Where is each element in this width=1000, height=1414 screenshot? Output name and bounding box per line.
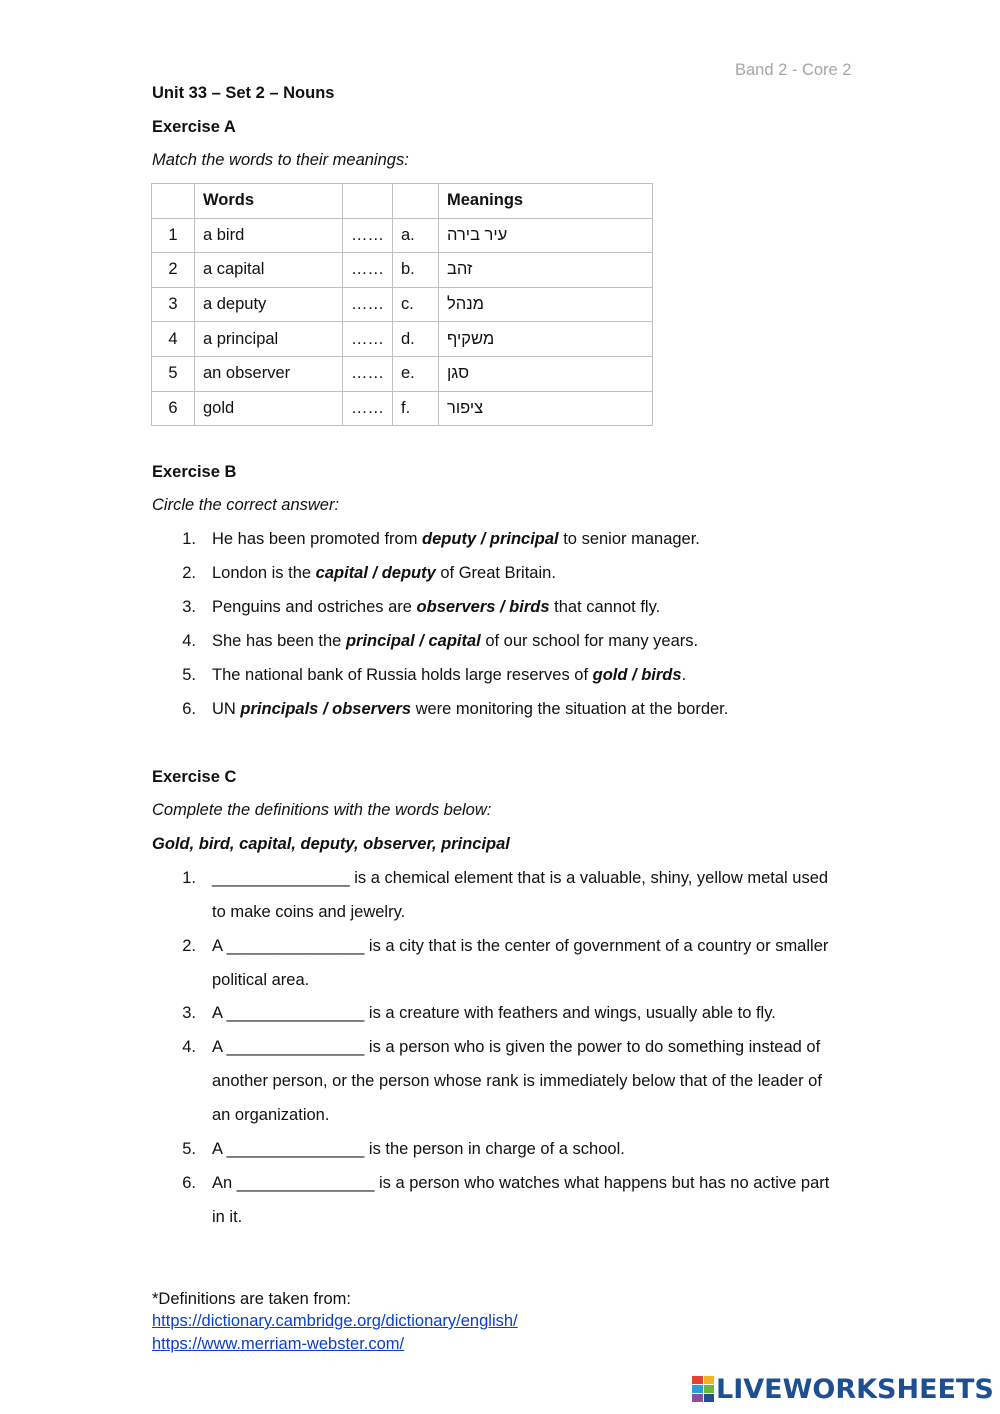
header-num-cell <box>152 184 195 219</box>
row-meaning <box>439 391 653 426</box>
answer-blank[interactable]: …… <box>343 391 393 426</box>
table-row <box>152 356 653 391</box>
meaning-text: משקיף <box>447 329 495 348</box>
row-meaning <box>439 287 653 322</box>
answer-blank[interactable]: …… <box>343 218 393 253</box>
exercise-b-instruction: Circle the correct answer: <box>152 496 340 514</box>
footnote: *Definitions are taken from: <box>152 1290 352 1308</box>
row-letter: c. <box>393 287 439 322</box>
word-bank: Gold, bird, capital, deputy, observer, principal <box>152 835 510 853</box>
meaning-text: מנהל <box>447 295 484 314</box>
item-number: 4. <box>182 1038 196 1056</box>
item-line: political area. <box>212 971 310 989</box>
item-text <box>212 666 686 685</box>
item-number: 3. <box>182 598 196 616</box>
answer-blank[interactable]: …… <box>343 253 393 288</box>
answer-blank[interactable]: …… <box>343 287 393 322</box>
exercise-c-title: Exercise C <box>152 768 237 786</box>
row-number: 6 <box>152 391 195 426</box>
row-meaning <box>439 322 653 357</box>
answer-choice[interactable]: principals / observers <box>240 700 411 718</box>
item-number: 6. <box>182 1174 196 1192</box>
item-number: 1. <box>182 530 196 548</box>
item-line[interactable]: A _______________ is the person in charge of a school. <box>212 1140 625 1158</box>
item-number: 2. <box>182 937 196 955</box>
item-post: that cannot fly. <box>549 598 661 616</box>
row-letter: b. <box>393 253 439 288</box>
answer-choice[interactable]: deputy / principal <box>422 530 559 548</box>
merriam-link-wrap <box>152 1335 404 1354</box>
table-header-row <box>152 184 653 219</box>
item-line: an organization. <box>212 1106 330 1124</box>
row-word: an observer <box>195 356 343 391</box>
item-number: 2. <box>182 564 196 582</box>
item-post: of our school for many years. <box>480 632 699 650</box>
row-number: 3 <box>152 287 195 322</box>
row-word: a principal <box>195 322 343 357</box>
item-line[interactable]: A _______________ is a city that is the center of government of a country or smaller <box>212 937 829 955</box>
item-text <box>212 530 700 549</box>
cambridge-link[interactable]: https://dictionary.cambridge.org/dictionary/english/ <box>152 1312 518 1330</box>
item-line[interactable]: An _______________ is a person who watches what happens but has no active part <box>212 1174 830 1192</box>
item-pre: London is the <box>212 564 316 582</box>
item-pre: He has been promoted from <box>212 530 423 548</box>
row-number: 1 <box>152 218 195 253</box>
row-word: a deputy <box>195 287 343 322</box>
item-post: were monitoring the situation at the border. <box>411 700 729 718</box>
item-line: in it. <box>212 1208 243 1226</box>
row-word: a bird <box>195 218 343 253</box>
row-word: gold <box>195 391 343 426</box>
item-number: 3. <box>182 1004 196 1022</box>
table-row <box>152 391 653 426</box>
exercise-b-title: Exercise B <box>152 463 237 481</box>
item-line: to make coins and jewelry. <box>212 903 406 921</box>
answer-blank[interactable]: …… <box>343 356 393 391</box>
row-letter: a. <box>393 218 439 253</box>
table-row <box>152 253 653 288</box>
row-number: 2 <box>152 253 195 288</box>
exercise-a-instruction: Match the words to their meanings: <box>152 151 409 169</box>
exercise-c-instruction: Complete the definitions with the words below: <box>152 801 492 819</box>
meaning-text: ציפור <box>447 398 484 417</box>
item-number: 4. <box>182 632 196 650</box>
logo-text: LIVEWORKSHEETS <box>716 1373 994 1405</box>
row-word: a capital <box>195 253 343 288</box>
item-pre: The national bank of Russia holds large reserves of <box>212 666 593 684</box>
cambridge-link-wrap <box>152 1312 518 1331</box>
merriam-link[interactable]: https://www.merriam-webster.com/ <box>152 1335 405 1353</box>
table-row <box>152 218 653 253</box>
answer-choice[interactable]: observers / birds <box>416 598 550 616</box>
row-meaning <box>439 356 653 391</box>
item-text <box>212 700 728 719</box>
header-letter-cell <box>393 184 439 219</box>
item-line: another person, or the person whose rank is immediately below that of the leader of <box>212 1072 822 1090</box>
matching-table <box>151 183 653 426</box>
unit-title: Unit 33 – Set 2 – Nouns <box>152 84 335 102</box>
header-dots-cell <box>343 184 393 219</box>
answer-choice[interactable]: principal / capital <box>345 632 481 650</box>
header-meanings: Meanings <box>439 184 653 219</box>
row-meaning <box>439 253 653 288</box>
item-number: 6. <box>182 700 196 718</box>
logo-icon <box>692 1376 714 1402</box>
row-number: 4 <box>152 322 195 357</box>
item-pre: Penguins and ostriches are <box>212 598 417 616</box>
item-pre: She has been the <box>212 632 346 650</box>
exercise-a-title: Exercise A <box>152 118 236 136</box>
item-number: 5. <box>182 1140 196 1158</box>
row-number: 5 <box>152 356 195 391</box>
table-row <box>152 322 653 357</box>
answer-choice[interactable]: capital / deputy <box>315 564 436 582</box>
item-pre: UN <box>212 700 241 718</box>
item-post: of Great Britain. <box>435 564 556 582</box>
row-letter: f. <box>393 391 439 426</box>
liveworksheets-logo <box>692 1374 994 1404</box>
row-meaning <box>439 218 653 253</box>
item-text <box>212 598 660 617</box>
row-letter: d. <box>393 322 439 357</box>
item-number: 5. <box>182 666 196 684</box>
item-line[interactable]: A _______________ is a creature with feathers and wings, usually able to fly. <box>212 1004 776 1022</box>
item-line[interactable]: A _______________ is a person who is given the power to do something instead of <box>212 1038 821 1056</box>
item-text <box>212 564 556 583</box>
row-letter: e. <box>393 356 439 391</box>
meaning-text: זהב <box>447 260 473 279</box>
meaning-text: סגן <box>447 364 470 383</box>
item-number: 1. <box>182 869 196 887</box>
item-post: to senior manager. <box>558 530 700 548</box>
item-line[interactable]: _______________ is a chemical element that is a valuable, shiny, yellow metal used <box>212 869 829 887</box>
header-words: Words <box>195 184 343 219</box>
item-post: . <box>681 666 687 684</box>
answer-choice[interactable]: gold / birds <box>592 666 682 684</box>
band-label: Band 2 - Core 2 <box>735 61 852 79</box>
meaning-text: עיר בירה <box>447 225 508 244</box>
table-row <box>152 287 653 322</box>
item-text <box>212 632 698 651</box>
answer-blank[interactable]: …… <box>343 322 393 357</box>
